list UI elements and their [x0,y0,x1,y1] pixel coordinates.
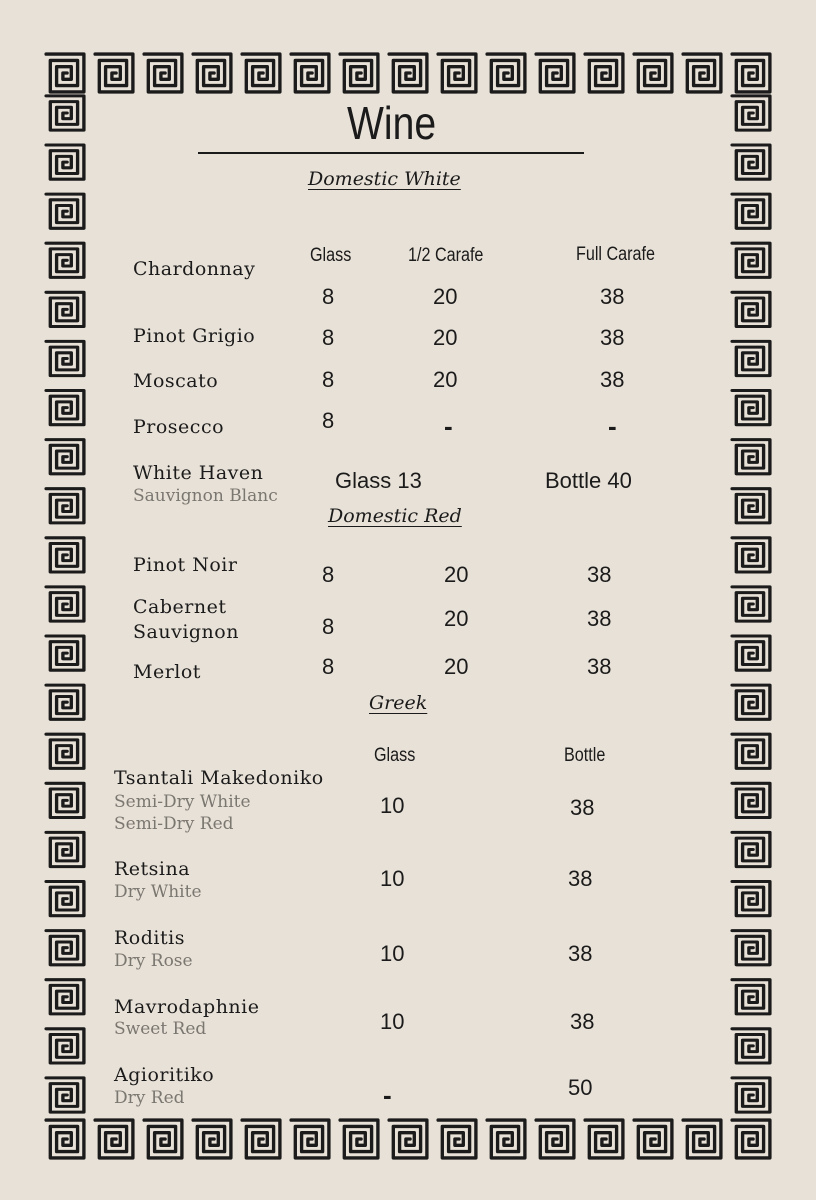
greek-key-spiral-icon [634,1120,672,1158]
price-glass: 10 [380,1009,405,1034]
section-heading-domestic-red: Domestic Red [328,505,462,527]
price-bottle: 50 [568,1075,593,1100]
price-bottle: Bottle 40 [545,468,632,493]
price-half: 20 [444,654,469,679]
price-glass: 8 [322,408,335,433]
price-glass: 8 [322,284,335,309]
greek-key-spiral-icon [340,1120,378,1158]
greek-key-spiral-icon [732,1120,770,1158]
greek-key-spiral-icon [732,1078,770,1112]
greek-key-spiral-icon [46,391,84,425]
greek-key-spiral-icon [144,1120,182,1158]
wine-name: Agioritiko [114,1064,215,1086]
price-full: 38 [600,284,625,309]
greek-key-spiral-icon [732,538,770,572]
wine-varietal: Sweet Red [114,1019,207,1039]
greek-key-spiral-icon [291,1120,329,1158]
price-full: 38 [587,606,612,631]
price-full: 38 [587,654,612,679]
price-glass: 8 [322,562,335,587]
greek-key-spiral-icon [46,734,84,768]
price-half: - [444,411,453,441]
wine-name: Sauvignon [133,621,239,643]
greek-key-spiral-icon [46,882,84,916]
greek-key-spiral-icon [487,1120,525,1158]
price-glass: - [383,1080,392,1110]
greek-key-spiral-icon [46,194,84,228]
price-full: 38 [587,562,612,587]
greek-key-spiral-icon [46,440,84,474]
greek-key-spiral-icon [732,194,770,228]
col-bottle: Bottle [564,745,606,766]
greek-key-spiral-icon [732,832,770,866]
price-glass: 8 [322,367,335,392]
greek-key-spiral-icon [732,391,770,425]
greek-key-spiral-icon [732,931,770,965]
greek-key-spiral-icon [95,54,133,92]
price-bottle: 38 [568,941,593,966]
greek-key-spiral-icon [242,1120,280,1158]
price-bottle: 38 [568,866,593,891]
greek-key-spiral-icon [46,980,84,1014]
col-half-carafe: 1/2 Carafe [408,245,484,266]
greek-key-spiral-icon [634,54,672,92]
greek-key-spiral-icon [732,636,770,670]
greek-key-spiral-icon [732,489,770,523]
price-bottle: 38 [570,1009,595,1034]
greek-key-spiral-icon [732,54,770,92]
greek-key-spiral-icon [732,980,770,1014]
greek-key-spiral-icon [683,54,721,92]
greek-key-spiral-icon [732,1029,770,1063]
price-half: 20 [433,284,458,309]
greek-key-spiral-icon [46,1120,84,1158]
greek-key-spiral-icon [732,145,770,179]
greek-key-spiral-icon [732,440,770,474]
greek-key-spiral-icon [95,1120,133,1158]
greek-key-spiral-icon [732,734,770,768]
greek-key-spiral-icon [732,882,770,916]
greek-key-spiral-icon [683,1120,721,1158]
price-half: 20 [433,325,458,350]
greek-key-spiral-icon [46,1029,84,1063]
greek-key-spiral-icon [389,54,427,92]
greek-key-spiral-icon [438,54,476,92]
greek-key-spiral-icon [46,489,84,523]
wine-varietal: Semi-Dry Red [114,814,234,834]
greek-key-spiral-icon [732,96,770,130]
greek-key-spiral-icon [46,341,84,375]
greek-key-spiral-icon [732,783,770,817]
price-glass: 8 [322,325,335,350]
greek-key-spiral-icon [193,1120,231,1158]
greek-key-spiral-icon [193,54,231,92]
price-glass: Glass 13 [335,468,422,493]
greek-key-spiral-icon [732,587,770,621]
greek-key-spiral-icon [46,292,84,326]
greek-key-spiral-icon [487,54,525,92]
greek-key-spiral-icon [732,243,770,277]
greek-key-spiral-icon [242,54,280,92]
wine-name: Retsina [114,858,191,880]
greek-key-spiral-icon [536,1120,574,1158]
price-glass: 8 [322,614,335,639]
wine-name: Merlot [133,661,201,683]
wine-varietal: Dry White [114,882,202,902]
greek-key-spiral-icon [46,1078,84,1112]
wine-name: Prosecco [133,416,225,438]
greek-key-spiral-icon [46,243,84,277]
greek-key-spiral-icon [46,54,84,92]
col-glass: Glass [310,245,352,266]
title-rule [198,152,584,154]
price-glass: 8 [322,654,335,679]
wine-name: Cabernet [133,596,227,618]
wine-name: White Haven [133,462,264,484]
price-glass: 10 [380,866,405,891]
greek-key-spiral-icon [732,292,770,326]
col-full-carafe: Full Carafe [576,244,655,265]
price-glass: 10 [380,941,405,966]
wine-varietal: Sauvignon Blanc [133,486,278,506]
wine-name: Mavrodaphnie [114,996,260,1018]
greek-key-spiral-icon [46,783,84,817]
wine-name: Pinot Noir [133,554,238,576]
greek-key-spiral-icon [46,636,84,670]
greek-key-spiral-icon [46,96,84,130]
wine-varietal: Semi-Dry White [114,792,251,812]
greek-key-spiral-icon [46,538,84,572]
wine-name: Roditis [114,927,185,949]
wine-name: Pinot Grigio [133,325,256,347]
greek-key-spiral-icon [585,1120,623,1158]
section-heading-domestic-white: Domestic White [308,168,461,190]
price-full: - [608,411,617,441]
greek-key-spiral-icon [144,54,182,92]
greek-key-spiral-icon [46,145,84,179]
greek-key-spiral-icon [585,54,623,92]
greek-key-spiral-icon [438,1120,476,1158]
greek-key-spiral-icon [46,685,84,719]
price-full: 38 [600,367,625,392]
wine-varietal: Dry Red [114,1088,185,1108]
greek-key-spiral-icon [536,54,574,92]
greek-key-spiral-icon [46,931,84,965]
menu-title: Wine [347,97,437,149]
wine-varietal: Dry Rose [114,951,193,971]
wine-name: Tsantali Makedoniko [114,767,324,789]
greek-key-spiral-icon [732,341,770,375]
greek-key-spiral-icon [389,1120,427,1158]
wine-name: Chardonnay [133,258,256,280]
col-glass: Glass [374,745,416,766]
price-half: 20 [444,606,469,631]
greek-key-spiral-icon [732,685,770,719]
greek-key-spiral-icon [46,832,84,866]
greek-key-spiral-icon [46,587,84,621]
price-half: 20 [433,367,458,392]
section-heading-greek: Greek [369,692,428,714]
greek-key-spiral-icon [291,54,329,92]
price-bottle: 38 [570,795,595,820]
wine-name: Moscato [133,370,219,392]
price-glass: 10 [380,793,405,818]
price-full: 38 [600,325,625,350]
price-half: 20 [444,562,469,587]
greek-key-spiral-icon [340,54,378,92]
